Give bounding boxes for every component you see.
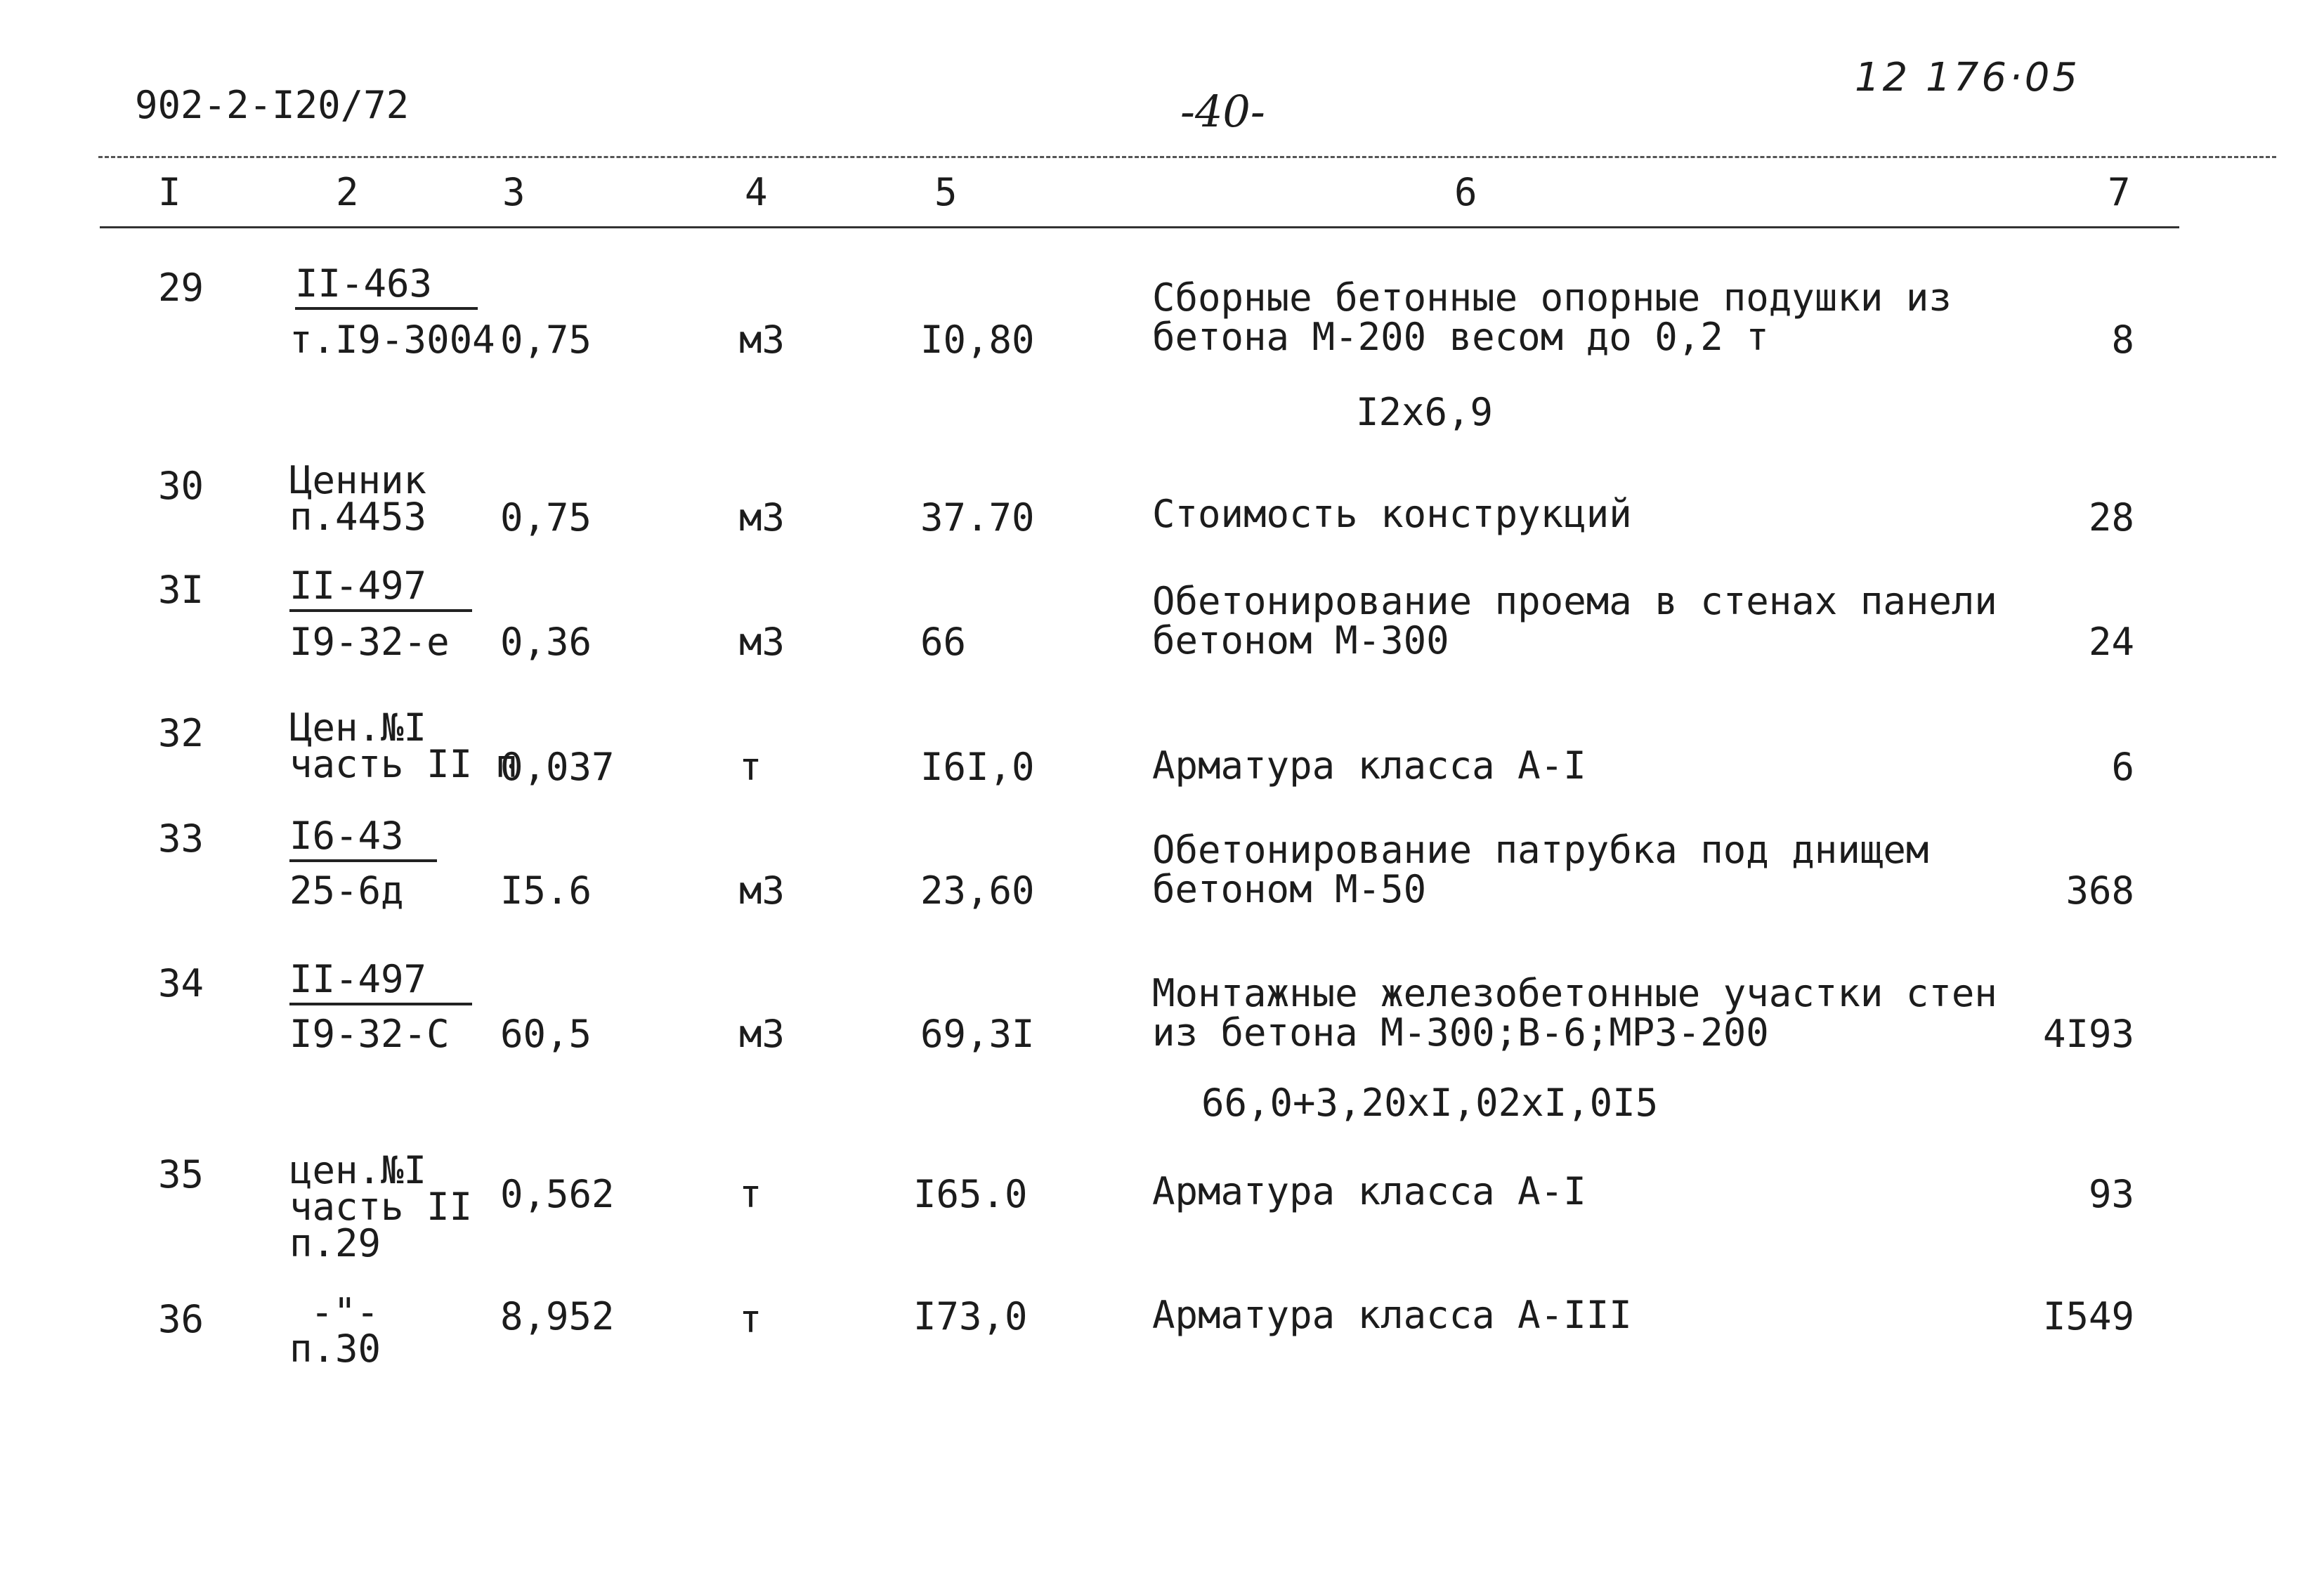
- quantity: 0,037: [500, 745, 615, 789]
- norm-code: II-497: [289, 957, 472, 1005]
- unit-price: I6I,0: [920, 745, 1035, 789]
- unit: м3: [739, 318, 785, 362]
- column-header-4: 4: [745, 170, 768, 214]
- row-total: 8: [2111, 318, 2134, 362]
- unit: т: [739, 745, 762, 789]
- row-number: 33: [158, 816, 204, 861]
- unit-price: 37.70: [920, 495, 1035, 540]
- norm-reference: I9-32-е: [289, 620, 450, 664]
- unit: м3: [739, 620, 785, 664]
- work-description: Арматура класса А-I: [1152, 743, 1586, 788]
- norm-reference: цен.№I часть II п.29: [289, 1148, 473, 1265]
- row-number: 35: [158, 1152, 204, 1197]
- row-number: 34: [158, 961, 204, 1005]
- norm-code: II-463: [295, 261, 478, 310]
- unit-price: I73,0: [913, 1294, 1028, 1339]
- norm-reference: Ценник п.4453: [289, 458, 427, 539]
- norm-reference: т.I9-3004: [289, 318, 495, 362]
- unit-price: 66: [920, 620, 967, 664]
- calculation-note: I2x6,9: [1356, 390, 1494, 434]
- unit: т: [739, 1297, 762, 1341]
- top-rule: [98, 156, 2276, 158]
- column-header-5: 5: [934, 170, 958, 214]
- quantity: 8,952: [500, 1294, 615, 1339]
- column-header-6: 6: [1454, 170, 1477, 214]
- unit-price: I0,80: [920, 318, 1035, 362]
- row-number: 30: [158, 464, 204, 508]
- row-number: 29: [158, 266, 204, 310]
- work-description: Арматура класса А-I: [1152, 1169, 1586, 1213]
- quantity: 60,5: [500, 1012, 592, 1056]
- column-header-1: I: [158, 170, 181, 214]
- work-description: Стоимость конструкций: [1152, 492, 1632, 536]
- row-total: 368: [2065, 868, 2134, 913]
- unit: м3: [739, 1012, 785, 1056]
- column-header-2: 2: [336, 170, 359, 214]
- unit: м3: [739, 868, 785, 913]
- quantity: I5.6: [500, 868, 592, 913]
- unit-price: 69,3I: [920, 1012, 1035, 1056]
- calculation-note: 66,0+3,20xI,02xI,0I5: [1201, 1081, 1659, 1125]
- handwritten-stamp: 12 176·05: [1855, 55, 2081, 100]
- unit-price: 23,60: [920, 868, 1035, 913]
- work-description: Обетонирование патрубка под днищем бетоном М-50: [1152, 828, 1929, 911]
- work-description: Обетонирование проема в стенах панели бетоном М-300: [1152, 579, 1997, 663]
- page-number: -40-: [1180, 86, 1265, 137]
- column-header-3: 3: [502, 170, 525, 214]
- column-header-7: 7: [2108, 170, 2131, 214]
- norm-reference: I9-32-С: [289, 1012, 450, 1056]
- quantity: 0,75: [500, 318, 592, 362]
- unit-price: I65.0: [913, 1172, 1028, 1216]
- norm-code: II-497: [289, 564, 472, 612]
- norm-reference: -"- п.30: [289, 1290, 381, 1371]
- row-total: 93: [2088, 1172, 2134, 1216]
- norm-reference: 25-6д: [289, 868, 404, 913]
- quantity: 0,75: [500, 495, 592, 540]
- row-number: 32: [158, 711, 204, 755]
- row-total: 6: [2111, 745, 2134, 789]
- row-number: 36: [158, 1297, 204, 1341]
- row-total: 28: [2088, 495, 2134, 540]
- quantity: 0,562: [500, 1172, 615, 1216]
- unit: м3: [739, 495, 785, 540]
- norm-reference: Цен.№I часть II п: [289, 705, 518, 786]
- row-total: 4I93: [2042, 1012, 2134, 1056]
- row-number: 3I: [158, 568, 204, 612]
- unit: т: [739, 1172, 762, 1216]
- document-code: 902-2-I20/72: [135, 83, 410, 127]
- norm-code: I6-43: [289, 814, 437, 862]
- quantity: 0,36: [500, 620, 592, 664]
- row-total: I549: [2042, 1294, 2134, 1339]
- work-description: Монтажные железобетонные участки стен из бетона М-300;В-6;МРЗ-200: [1152, 971, 1997, 1055]
- row-total: 24: [2088, 620, 2134, 664]
- work-description: Арматура класса А-III: [1152, 1293, 1632, 1337]
- work-description: Сборные бетонные опорные подушки из бетона М-200 весом до 0,2 т: [1152, 275, 1952, 359]
- header-rule: [100, 226, 2179, 228]
